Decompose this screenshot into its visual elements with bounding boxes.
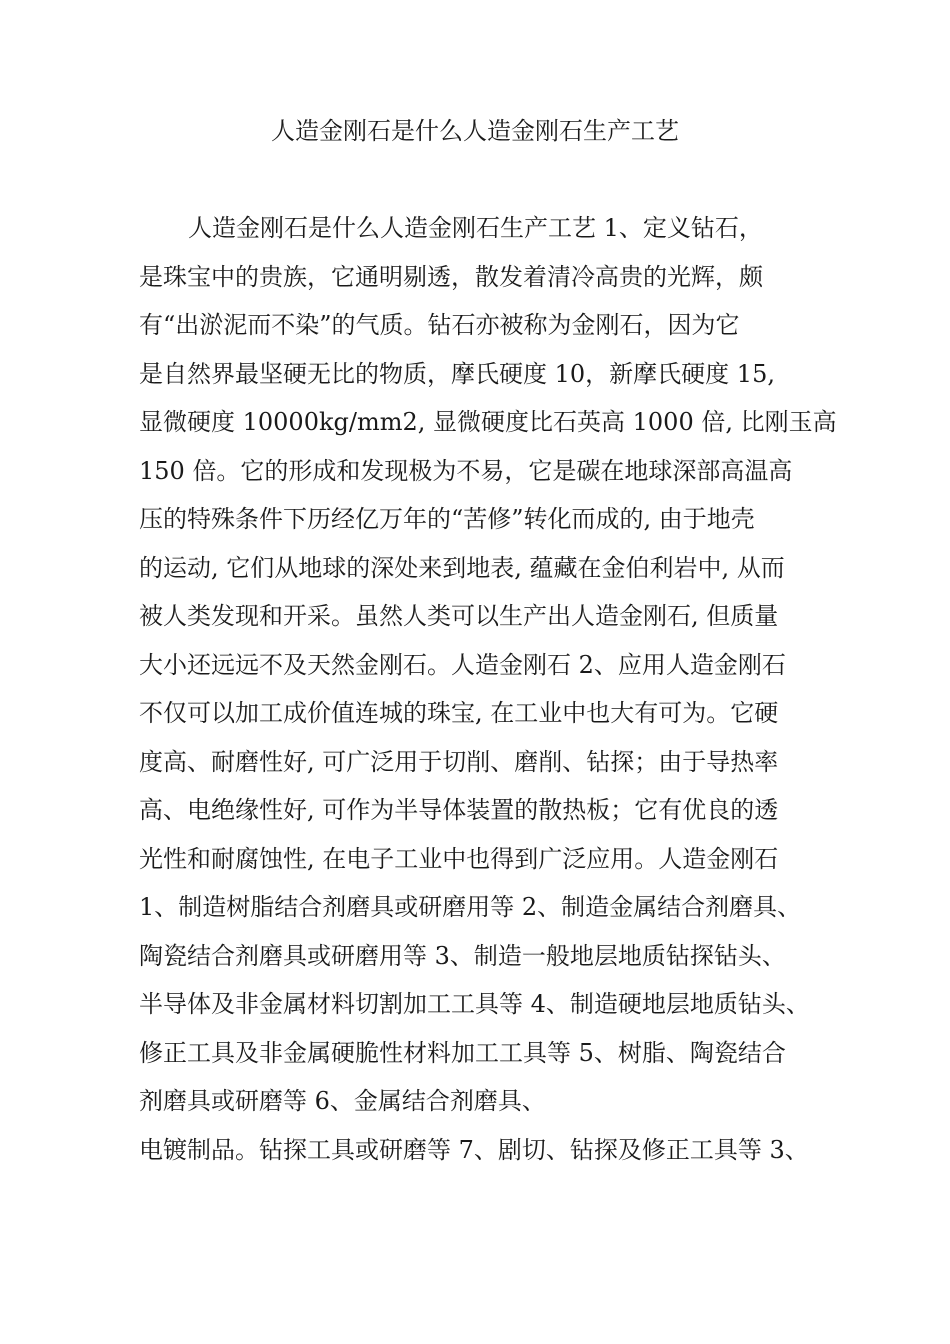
body-line: 人造金刚石是什么人造金刚石生产工艺 1、定义钻石， (188, 214, 763, 242)
body-line: 度高、耐磨性好, 可广泛用于切削、磨削、钻探；由于导热率 (139, 747, 779, 776)
body-line: 压的特殊条件下历经亿万年的“苦修”转化而成的, 由于地壳 (139, 505, 755, 533)
body-line: 有“出淤泥而不染”的气质。钻石亦被称为金刚石，因为它 (139, 311, 740, 339)
body-line: 半导体及非金属材料切割加工工具等 4、制造硬地层地质钻头、 (139, 990, 810, 1018)
body-line: 高、电绝缘性好, 可作为半导体装置的散热板；它有优良的透 (139, 796, 779, 824)
body-line: 电镀制品。钻探工具或研磨等 7、剧切、钻探及修正工具等 3、 (139, 1135, 809, 1164)
body-line: 光性和耐腐蚀性, 在电子工业中也得到广泛应用。人造金刚石 (139, 844, 779, 873)
body-line: 大小还远远不及天然金刚石。人造金刚石 2、应用人造金刚石 (139, 650, 786, 679)
document-title: 人造金刚石是什么人造金刚石生产工艺 (271, 117, 679, 145)
body-line: 剂磨具或研磨等 6、金属结合剂磨具、 (139, 1087, 546, 1115)
body-line: 陶瓷结合剂磨具或研磨用等 3、制造一般地层地质钻探钻头、 (139, 941, 786, 970)
body-line: 是自然界最坚硬无比的物质，摩氏硬度 10，新摩氏硬度 15, (139, 359, 775, 388)
body-line: 的运动, 它们从地球的深处来到地表, 蕴藏在金伯利岩中, 从而 (139, 553, 785, 582)
body-line: 被人类发现和开采。虽然人类可以生产出人造金刚石, 但质量 (139, 602, 779, 630)
body-line: 修正工具及非金属硬脆性材料加工工具等 5、树脂、陶瓷结合 (139, 1038, 786, 1067)
document-body (139, 204, 839, 1174)
body-line: 1、制造树脂结合剂磨具或研磨用等 2、制造金属结合剂磨具、 (139, 893, 802, 921)
body-line: 不仅可以加工成价值连城的珠宝, 在工业中也大有可为。它硬 (139, 699, 779, 727)
body-line: 是珠宝中的贵族，它通明剔透，散发着清冷高贵的光辉，颇 (139, 262, 763, 291)
body-line: 显微硬度 10000kg/mm2, 显微硬度比石英高 1000 倍, 比刚玉高 (139, 408, 837, 436)
body-line: 150 倍。它的形成和发现极为不易，它是碳在地球深部高温高 (139, 456, 793, 485)
